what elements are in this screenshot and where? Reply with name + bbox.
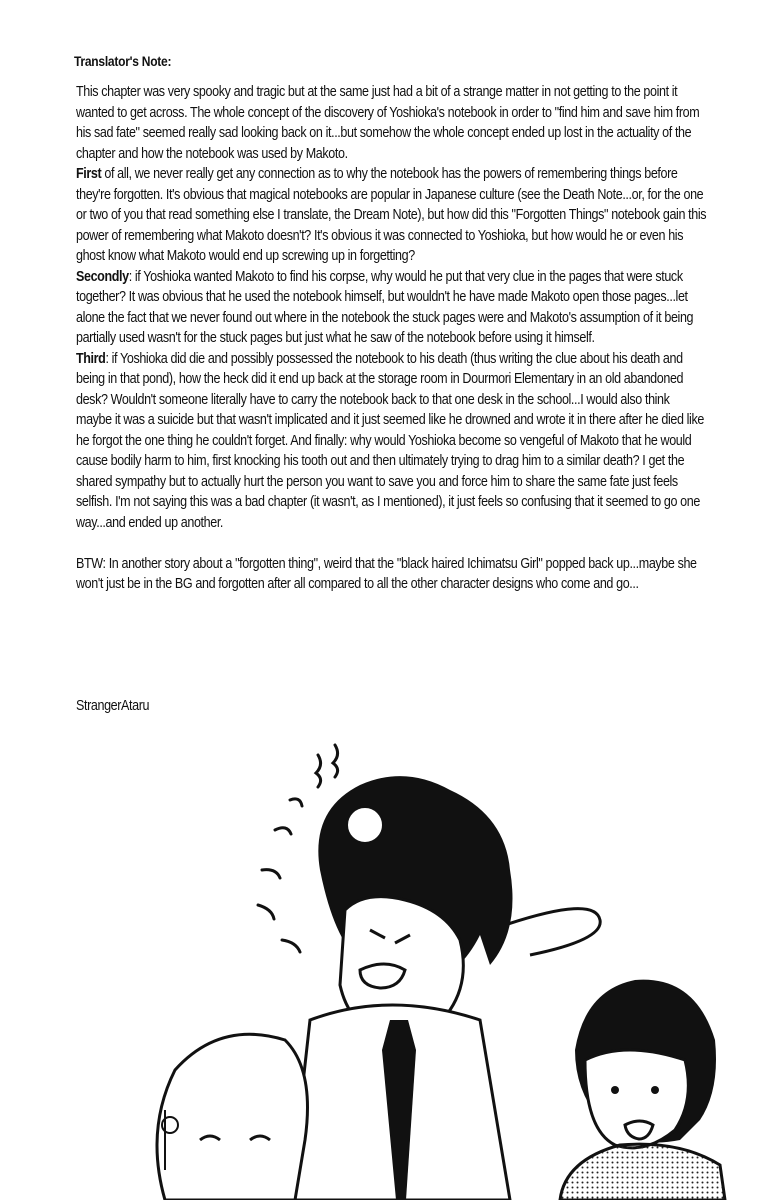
first-paragraph <box>76 164 708 267</box>
manga-illustration <box>0 730 775 1200</box>
third-label: Third <box>76 350 106 367</box>
first-label: First <box>76 166 102 182</box>
first-text: of all, we never really get any connection as to why the notebook has the powers of remembering things before they're forgotten. It's obvious that magical notebooks are popular in Japanese culture (see the Death Note...or, for the one or two of you that read something else I translate, the Dream Note), but how did this "Forgotten Things" notebook gain this power of remembering what Makoto doesn't? It's obvious it was connected to Yoshioka, but how would he or even his ghost know what Makoto would end up screwing up in forgetting? <box>76 166 707 264</box>
left-girl <box>157 1034 308 1200</box>
third-text: : if Yoshioka did die and possibly possessed the notebook to his death (thus writing the clue about his death and being in that pond), how the heck did it end up back at the storage room in Dourmori Elementary in an old abandoned desk? Wouldn't someone literally have to carry the notebook back to that one desk in the school...I would also think maybe it was a suicide but that wasn't implicated and it just seemed like he drowned and wrote it in there after he died like he forgot the one thing he couldn't forget. And finally: why would Yoshioka become so vengeful of Makoto that he would cause bodily harm to him, first knocking his tooth out and then ultimately trying to drag him to a similar death? I get the shared sympathy but to actually hurt the person you want to save you and force him to share the same fate just feels selfish. I'm not saying this was a bad chapter (it wasn't, as I mentioned), it just feels so confusing that it seemed to go one way...and ended up another. <box>76 350 704 531</box>
second-text: : if Yoshioka wanted Makoto to find his corpse, why would he put that very clue in the pages that were stuck together? It was obvious that he used the notebook himself, but wouldn't he have made Makoto open those pages...let alone the fact that we never found out where in the notebook the stuck pages were and Makoto's assumption of it being partially used wasn't for the stuck pages but just what he saw of the notebook before using it himself. <box>76 268 694 346</box>
right-boy <box>560 980 725 1200</box>
intro-paragraph: This chapter was very spooky and tragic but at the same just had a bit of a strange matter in not getting to the point it wanted to get across. The whole concept of the discovery of Yoshioka's notebook in order to "find him and save him from his sad fate" seemed really sad looking back on it...but somehow the whole concept ended up lost in the actuality of the chapter and how the notebook was used by Makoto. <box>76 84 700 162</box>
speed-line <box>505 909 600 955</box>
btw-paragraph: BTW: In another story about a "forgotten thing", weird that the "black haired Ichimatsu Girl" popped back up...maybe she won't just be in the BG and forgotten after all compared to all the other character designs who come and go... <box>76 555 697 592</box>
second-label: Secondly <box>76 268 129 285</box>
note-title: Translator's Note: <box>74 53 172 69</box>
main-character <box>290 776 513 1200</box>
signature: StrangerAtaru <box>76 698 150 714</box>
bump-icon <box>347 807 383 843</box>
third-paragraph <box>76 349 708 534</box>
note-body <box>76 82 708 595</box>
second-paragraph <box>76 267 708 349</box>
